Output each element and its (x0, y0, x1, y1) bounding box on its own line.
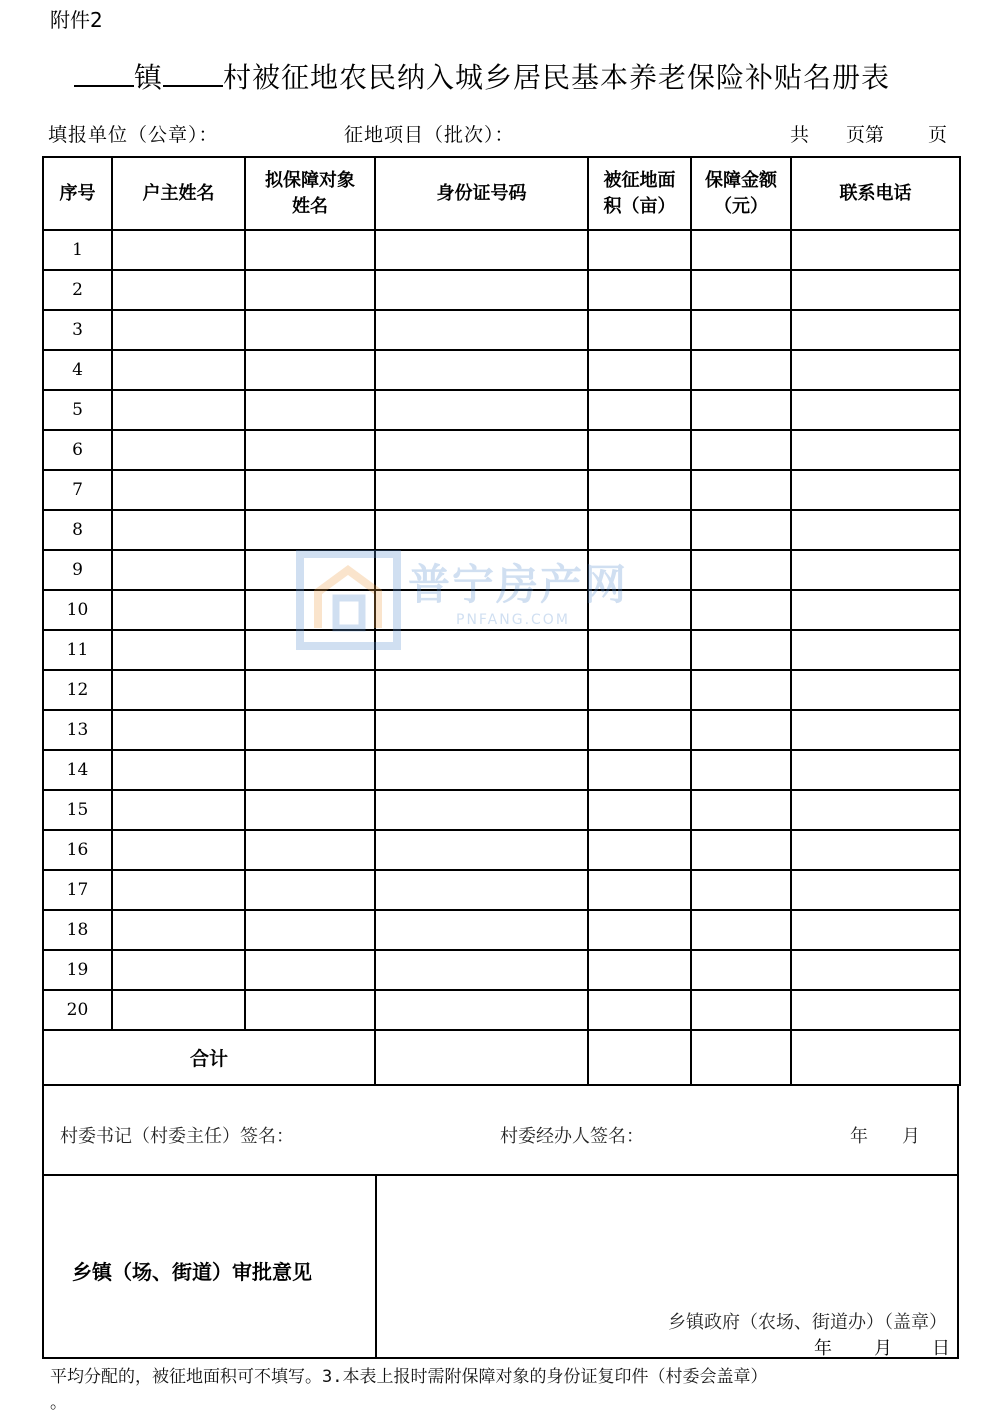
row-seq-cell: 3 (43, 310, 112, 350)
total-area-cell[interactable] (588, 1030, 691, 1085)
row-amount-cell[interactable] (691, 550, 791, 590)
header-amount-line1: 保障金额 (705, 169, 777, 191)
footnote-line1: 平均分配的，被征地面积可不填写。3.本表上报时需附保障对象的身份证复印件（村委会盖章） (50, 1367, 768, 1387)
row-id-cell[interactable] (375, 510, 588, 550)
row-amount-cell[interactable] (691, 870, 791, 910)
row-area-cell[interactable] (588, 630, 691, 670)
approval-divider (375, 1176, 377, 1357)
signature-section (42, 1084, 959, 1176)
page-mid: 页第 (846, 124, 885, 146)
table-row (43, 270, 960, 310)
row-householder-cell[interactable] (112, 390, 245, 430)
row-area-cell[interactable] (588, 230, 691, 270)
row-seq-cell: 7 (43, 470, 112, 510)
row-seq-cell: 17 (43, 870, 112, 910)
row-id-cell[interactable] (375, 830, 588, 870)
page-total-prefix: 共 (790, 124, 810, 146)
row-amount-cell[interactable] (691, 830, 791, 870)
row-insured-cell[interactable] (245, 270, 375, 310)
row-amount-cell[interactable] (691, 990, 791, 1030)
row-insured-cell[interactable] (245, 230, 375, 270)
row-area-cell[interactable] (588, 470, 691, 510)
row-phone-cell[interactable] (791, 950, 960, 990)
total-phone-cell[interactable] (791, 1030, 960, 1085)
approval-month: 月 (874, 1338, 892, 1359)
row-insured-cell[interactable] (245, 870, 375, 910)
row-id-cell[interactable] (375, 310, 588, 350)
row-seq-cell: 9 (43, 550, 112, 590)
header-id-number: 身份证号码 (375, 157, 588, 230)
watermark-text: 普宁房产网 (408, 560, 629, 609)
row-area-cell[interactable] (588, 590, 691, 630)
row-id-cell[interactable] (375, 270, 588, 310)
footnote-line2: 。 (50, 1393, 67, 1413)
total-label: 合计 (189, 1048, 228, 1070)
row-area-cell[interactable] (588, 910, 691, 950)
town-blank (74, 61, 134, 87)
row-insured-cell[interactable] (245, 950, 375, 990)
row-insured-cell[interactable] (245, 590, 375, 630)
row-area-cell[interactable] (588, 990, 691, 1030)
table-row (43, 670, 960, 710)
row-id-cell[interactable] (375, 470, 588, 510)
row-householder-cell[interactable] (112, 790, 245, 830)
row-amount-cell[interactable] (691, 470, 791, 510)
row-householder-cell[interactable] (112, 590, 245, 630)
row-householder-cell[interactable] (112, 710, 245, 750)
table-row (43, 510, 960, 550)
row-area-cell[interactable] (588, 950, 691, 990)
row-insured-cell[interactable] (245, 630, 375, 670)
village-blank (163, 61, 223, 87)
table-row (43, 230, 960, 270)
row-seq-cell: 13 (43, 710, 112, 750)
header-area-line1: 被征地面 (603, 169, 676, 191)
header-seq: 序号 (43, 157, 112, 230)
header-phone: 联系电话 (791, 157, 960, 230)
row-area-cell[interactable] (588, 870, 691, 910)
row-seq-cell: 10 (43, 590, 112, 630)
table-row (43, 750, 960, 790)
table-row (43, 630, 960, 670)
row-phone-cell[interactable] (791, 710, 960, 750)
row-phone-cell[interactable] (791, 790, 960, 830)
row-id-cell[interactable] (375, 870, 588, 910)
row-insured-cell[interactable] (245, 790, 375, 830)
row-area-cell[interactable] (588, 550, 691, 590)
row-id-cell[interactable] (375, 230, 588, 270)
row-seq-cell: 6 (43, 430, 112, 470)
roster-table (42, 156, 961, 1086)
row-id-cell[interactable] (375, 630, 588, 670)
form-title (74, 56, 890, 96)
header-amount-line2: （元） (714, 195, 768, 217)
row-seq-cell: 19 (43, 950, 112, 990)
row-phone-cell[interactable] (791, 550, 960, 590)
row-id-cell[interactable] (375, 430, 588, 470)
row-area-cell[interactable] (588, 710, 691, 750)
row-householder-cell[interactable] (112, 270, 245, 310)
title-main: 村被征地农民纳入城乡居民基本养老保险补贴名册表 (223, 61, 891, 94)
row-amount-cell[interactable] (691, 790, 791, 830)
row-insured-cell[interactable] (245, 510, 375, 550)
header-area-line2: 积（亩） (603, 195, 676, 217)
header-amount (691, 157, 791, 230)
row-seq-cell: 14 (43, 750, 112, 790)
attachment-label: 附件2 (50, 8, 103, 32)
total-row (43, 1030, 960, 1085)
row-area-cell[interactable] (588, 390, 691, 430)
table-row (43, 310, 960, 350)
table-header-row (43, 157, 960, 230)
row-phone-cell[interactable] (791, 310, 960, 350)
row-area-cell[interactable] (588, 670, 691, 710)
approval-year: 年 (814, 1338, 832, 1359)
row-amount-cell[interactable] (691, 910, 791, 950)
row-phone-cell[interactable] (791, 470, 960, 510)
row-seq-cell: 12 (43, 670, 112, 710)
row-amount-cell[interactable] (691, 750, 791, 790)
row-householder-cell[interactable] (112, 470, 245, 510)
row-seq-cell: 4 (43, 350, 112, 390)
row-amount-cell[interactable] (691, 310, 791, 350)
row-amount-cell[interactable] (691, 230, 791, 270)
row-seq-cell: 11 (43, 630, 112, 670)
header-insured-line1: 拟保障对象 (265, 169, 355, 191)
row-phone-cell[interactable] (791, 990, 960, 1030)
row-area-cell[interactable] (588, 270, 691, 310)
row-seq-cell: 20 (43, 990, 112, 1030)
row-householder-cell[interactable] (112, 510, 245, 550)
row-insured-cell[interactable] (245, 670, 375, 710)
row-insured-cell[interactable] (245, 390, 375, 430)
header-insured (245, 157, 375, 230)
row-seq-cell: 18 (43, 910, 112, 950)
row-seq-cell: 16 (43, 830, 112, 870)
approval-label: 乡镇（场、街道）审批意见 (72, 1260, 312, 1284)
row-amount-cell[interactable] (691, 670, 791, 710)
row-phone-cell[interactable] (791, 870, 960, 910)
table-row (43, 430, 960, 470)
row-phone-cell[interactable] (791, 670, 960, 710)
row-insured-cell[interactable] (245, 310, 375, 350)
header-householder: 户主姓名 (112, 157, 245, 230)
total-label-cell (43, 1030, 375, 1085)
row-insured-cell[interactable] (245, 830, 375, 870)
secretary-signature-label: 村委书记（村委主任）签名： (60, 1126, 294, 1147)
row-area-cell[interactable] (588, 350, 691, 390)
row-phone-cell[interactable] (791, 510, 960, 550)
row-insured-cell[interactable] (245, 750, 375, 790)
footnote (50, 1364, 950, 1416)
row-amount-cell[interactable] (691, 950, 791, 990)
row-id-cell[interactable] (375, 390, 588, 430)
row-amount-cell[interactable] (691, 510, 791, 550)
fill-unit-label: 填报单位（公章）： (48, 124, 219, 146)
header-insured-line2: 姓名 (292, 195, 328, 217)
row-id-cell[interactable] (375, 750, 588, 790)
table-row (43, 710, 960, 750)
row-seq-cell: 8 (43, 510, 112, 550)
row-id-cell[interactable] (375, 670, 588, 710)
row-householder-cell[interactable] (112, 550, 245, 590)
row-insured-cell[interactable] (245, 710, 375, 750)
row-householder-cell[interactable] (112, 630, 245, 670)
table-row (43, 790, 960, 830)
row-id-cell[interactable] (375, 790, 588, 830)
row-insured-cell[interactable] (245, 990, 375, 1030)
row-area-cell[interactable] (588, 790, 691, 830)
row-phone-cell[interactable] (791, 910, 960, 950)
table-row (43, 550, 960, 590)
row-householder-cell[interactable] (112, 310, 245, 350)
row-phone-cell[interactable] (791, 390, 960, 430)
row-amount-cell[interactable] (691, 430, 791, 470)
table-row (43, 590, 960, 630)
row-id-cell[interactable] (375, 350, 588, 390)
table-row (43, 910, 960, 950)
table-row (43, 470, 960, 510)
table-row (43, 990, 960, 1030)
table-row (43, 390, 960, 430)
total-id-cell[interactable] (375, 1030, 588, 1085)
row-householder-cell[interactable] (112, 990, 245, 1030)
row-householder-cell[interactable] (112, 670, 245, 710)
header-area (588, 157, 691, 230)
approval-seal-text: 乡镇政府（农场、街道办）（盖章） (668, 1312, 947, 1333)
row-insured-cell[interactable] (245, 430, 375, 470)
row-area-cell[interactable] (588, 510, 691, 550)
row-amount-cell[interactable] (691, 710, 791, 750)
row-id-cell[interactable] (375, 950, 588, 990)
table-row (43, 950, 960, 990)
row-seq-cell: 2 (43, 270, 112, 310)
row-householder-cell[interactable] (112, 830, 245, 870)
page-suffix: 页 (928, 124, 948, 146)
row-phone-cell[interactable] (791, 430, 960, 470)
handler-signature-label: 村委经办人签名： (500, 1126, 644, 1147)
row-householder-cell[interactable] (112, 430, 245, 470)
row-area-cell[interactable] (588, 430, 691, 470)
approval-section (42, 1176, 959, 1359)
project-label: 征地项目（批次）： (344, 124, 515, 146)
row-area-cell[interactable] (588, 830, 691, 870)
row-householder-cell[interactable] (112, 950, 245, 990)
row-id-cell[interactable] (375, 910, 588, 950)
row-phone-cell[interactable] (791, 750, 960, 790)
table-row (43, 350, 960, 390)
row-amount-cell[interactable] (691, 350, 791, 390)
row-phone-cell[interactable] (791, 350, 960, 390)
row-householder-cell[interactable] (112, 350, 245, 390)
row-householder-cell[interactable] (112, 750, 245, 790)
row-seq-cell: 5 (43, 390, 112, 430)
row-id-cell[interactable] (375, 550, 588, 590)
row-amount-cell[interactable] (691, 590, 791, 630)
row-area-cell[interactable] (588, 750, 691, 790)
row-insured-cell[interactable] (245, 470, 375, 510)
row-householder-cell[interactable] (112, 230, 245, 270)
row-householder-cell[interactable] (112, 870, 245, 910)
watermark-sub: PNFANG.COM (456, 612, 570, 628)
signature-year: 年 (850, 1126, 868, 1147)
row-id-cell[interactable] (375, 990, 588, 1030)
row-area-cell[interactable] (588, 310, 691, 350)
row-amount-cell[interactable] (691, 270, 791, 310)
row-id-cell[interactable] (375, 710, 588, 750)
table-row (43, 870, 960, 910)
row-amount-cell[interactable] (691, 630, 791, 670)
row-insured-cell[interactable] (245, 910, 375, 950)
row-insured-cell[interactable] (245, 350, 375, 390)
row-phone-cell[interactable] (791, 270, 960, 310)
row-phone-cell[interactable] (791, 830, 960, 870)
total-amount-cell[interactable] (691, 1030, 791, 1085)
approval-day: 日 (932, 1338, 950, 1359)
row-phone-cell[interactable] (791, 630, 960, 670)
table-row (43, 830, 960, 870)
row-seq-cell: 1 (43, 230, 112, 270)
row-seq-cell: 15 (43, 790, 112, 830)
signature-month: 月 (902, 1126, 920, 1147)
row-id-cell[interactable] (375, 590, 588, 630)
row-amount-cell[interactable] (691, 390, 791, 430)
title-town: 镇 (134, 61, 164, 94)
row-householder-cell[interactable] (112, 910, 245, 950)
row-phone-cell[interactable] (791, 230, 960, 270)
row-phone-cell[interactable] (791, 590, 960, 630)
row-insured-cell[interactable] (245, 550, 375, 590)
